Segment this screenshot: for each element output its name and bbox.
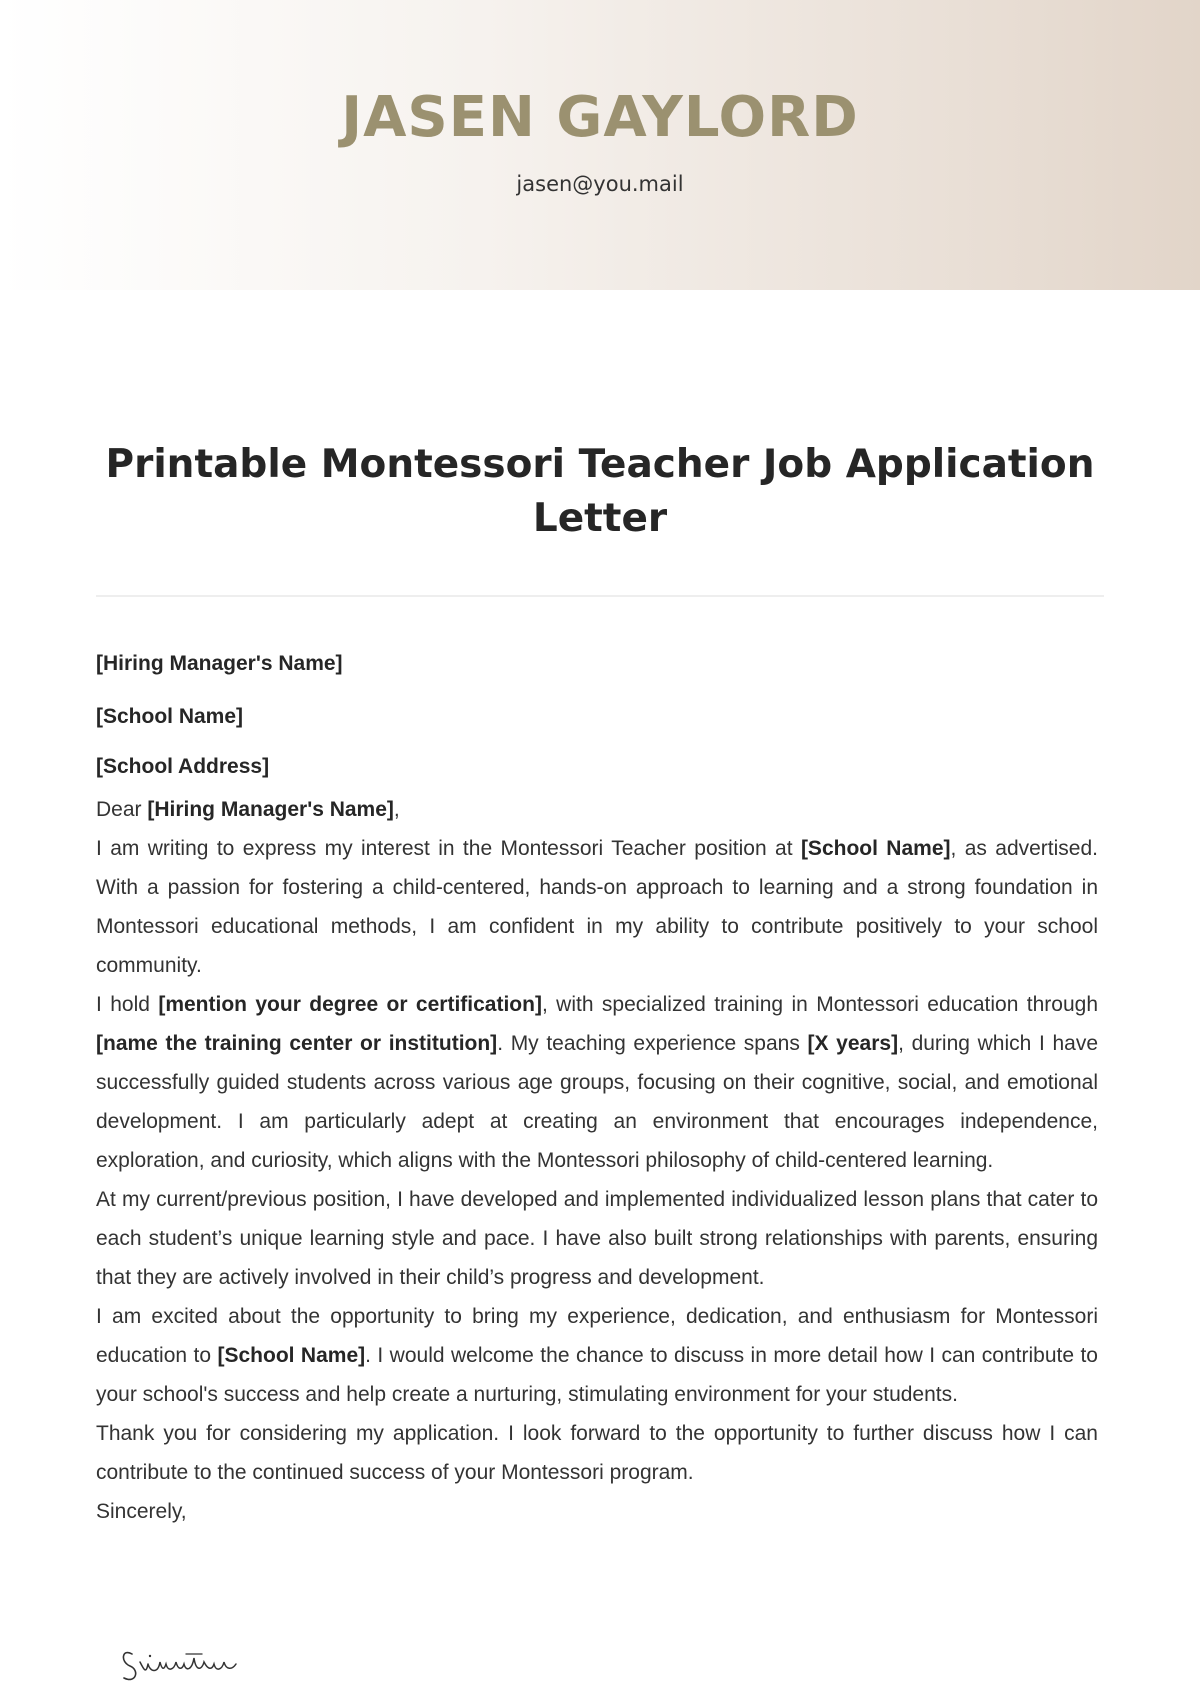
salutation-name: [Hiring Manager's Name] — [147, 798, 394, 821]
recipient-school: [School Name] — [96, 705, 244, 728]
paragraph-qualifications: I hold [mention your degree or certification], with specialized training in Montessori education through [name the training center or institution]. My teaching experience spans [X years], during which I have successfully guided students across various age groups, focusing on their cognitive, social, and emotional development. I am particularly adept at creating an environment that encourages independence, exploration, and curiosity, which aligns with the Montessori philosophy of child-centered learning. — [96, 993, 1099, 1172]
letter-body — [96, 790, 1098, 1531]
paragraph-motivation: I am excited about the opportunity to bring my experience, dedication, and enthusiasm for Montessori education to [School Name]. I would welcome the chance to discuss in more detail how I can contribute to your school's success and help create a nurturing, stimulating environment for your students. — [96, 1305, 1098, 1406]
closing: Sincerely, — [96, 1500, 187, 1523]
paragraph-experience: At my current/previous position, I have developed and implemented individualized lesson plans that cater to each student’s unique learning style and pace. I have also built strong relationships with parents, ensuring that they are actively involved in their child’s progress and development. — [96, 1188, 1098, 1289]
document-title: Printable Montessori Teacher Job Application Letter — [105, 442, 1095, 541]
signature-image — [118, 1640, 298, 1690]
letterhead-banner — [0, 0, 1200, 290]
paragraph-thanks: Thank you for considering my application. I look forward to the opportunity to further discuss how I can contribute to the continued success of your Montessori program. — [96, 1422, 1098, 1484]
applicant-email: jasen@you.mail — [516, 172, 684, 196]
paragraph-intro: I am writing to express my interest in the Montessori Teacher position at [School Name], as advertised. With a passion for fostering a child-centered, hands-on approach to learning and a strong foundation in Montessori educational methods, I am confident in my ability to contribute positively to your school community. — [96, 837, 1098, 977]
applicant-name: JASEN GAYLORD — [341, 85, 859, 150]
recipient-name: [Hiring Manager's Name] — [96, 652, 343, 675]
recipient-address: [School Address] — [96, 755, 270, 778]
salutation: Dear [Hiring Manager's Name], — [96, 798, 400, 821]
divider — [96, 595, 1104, 597]
